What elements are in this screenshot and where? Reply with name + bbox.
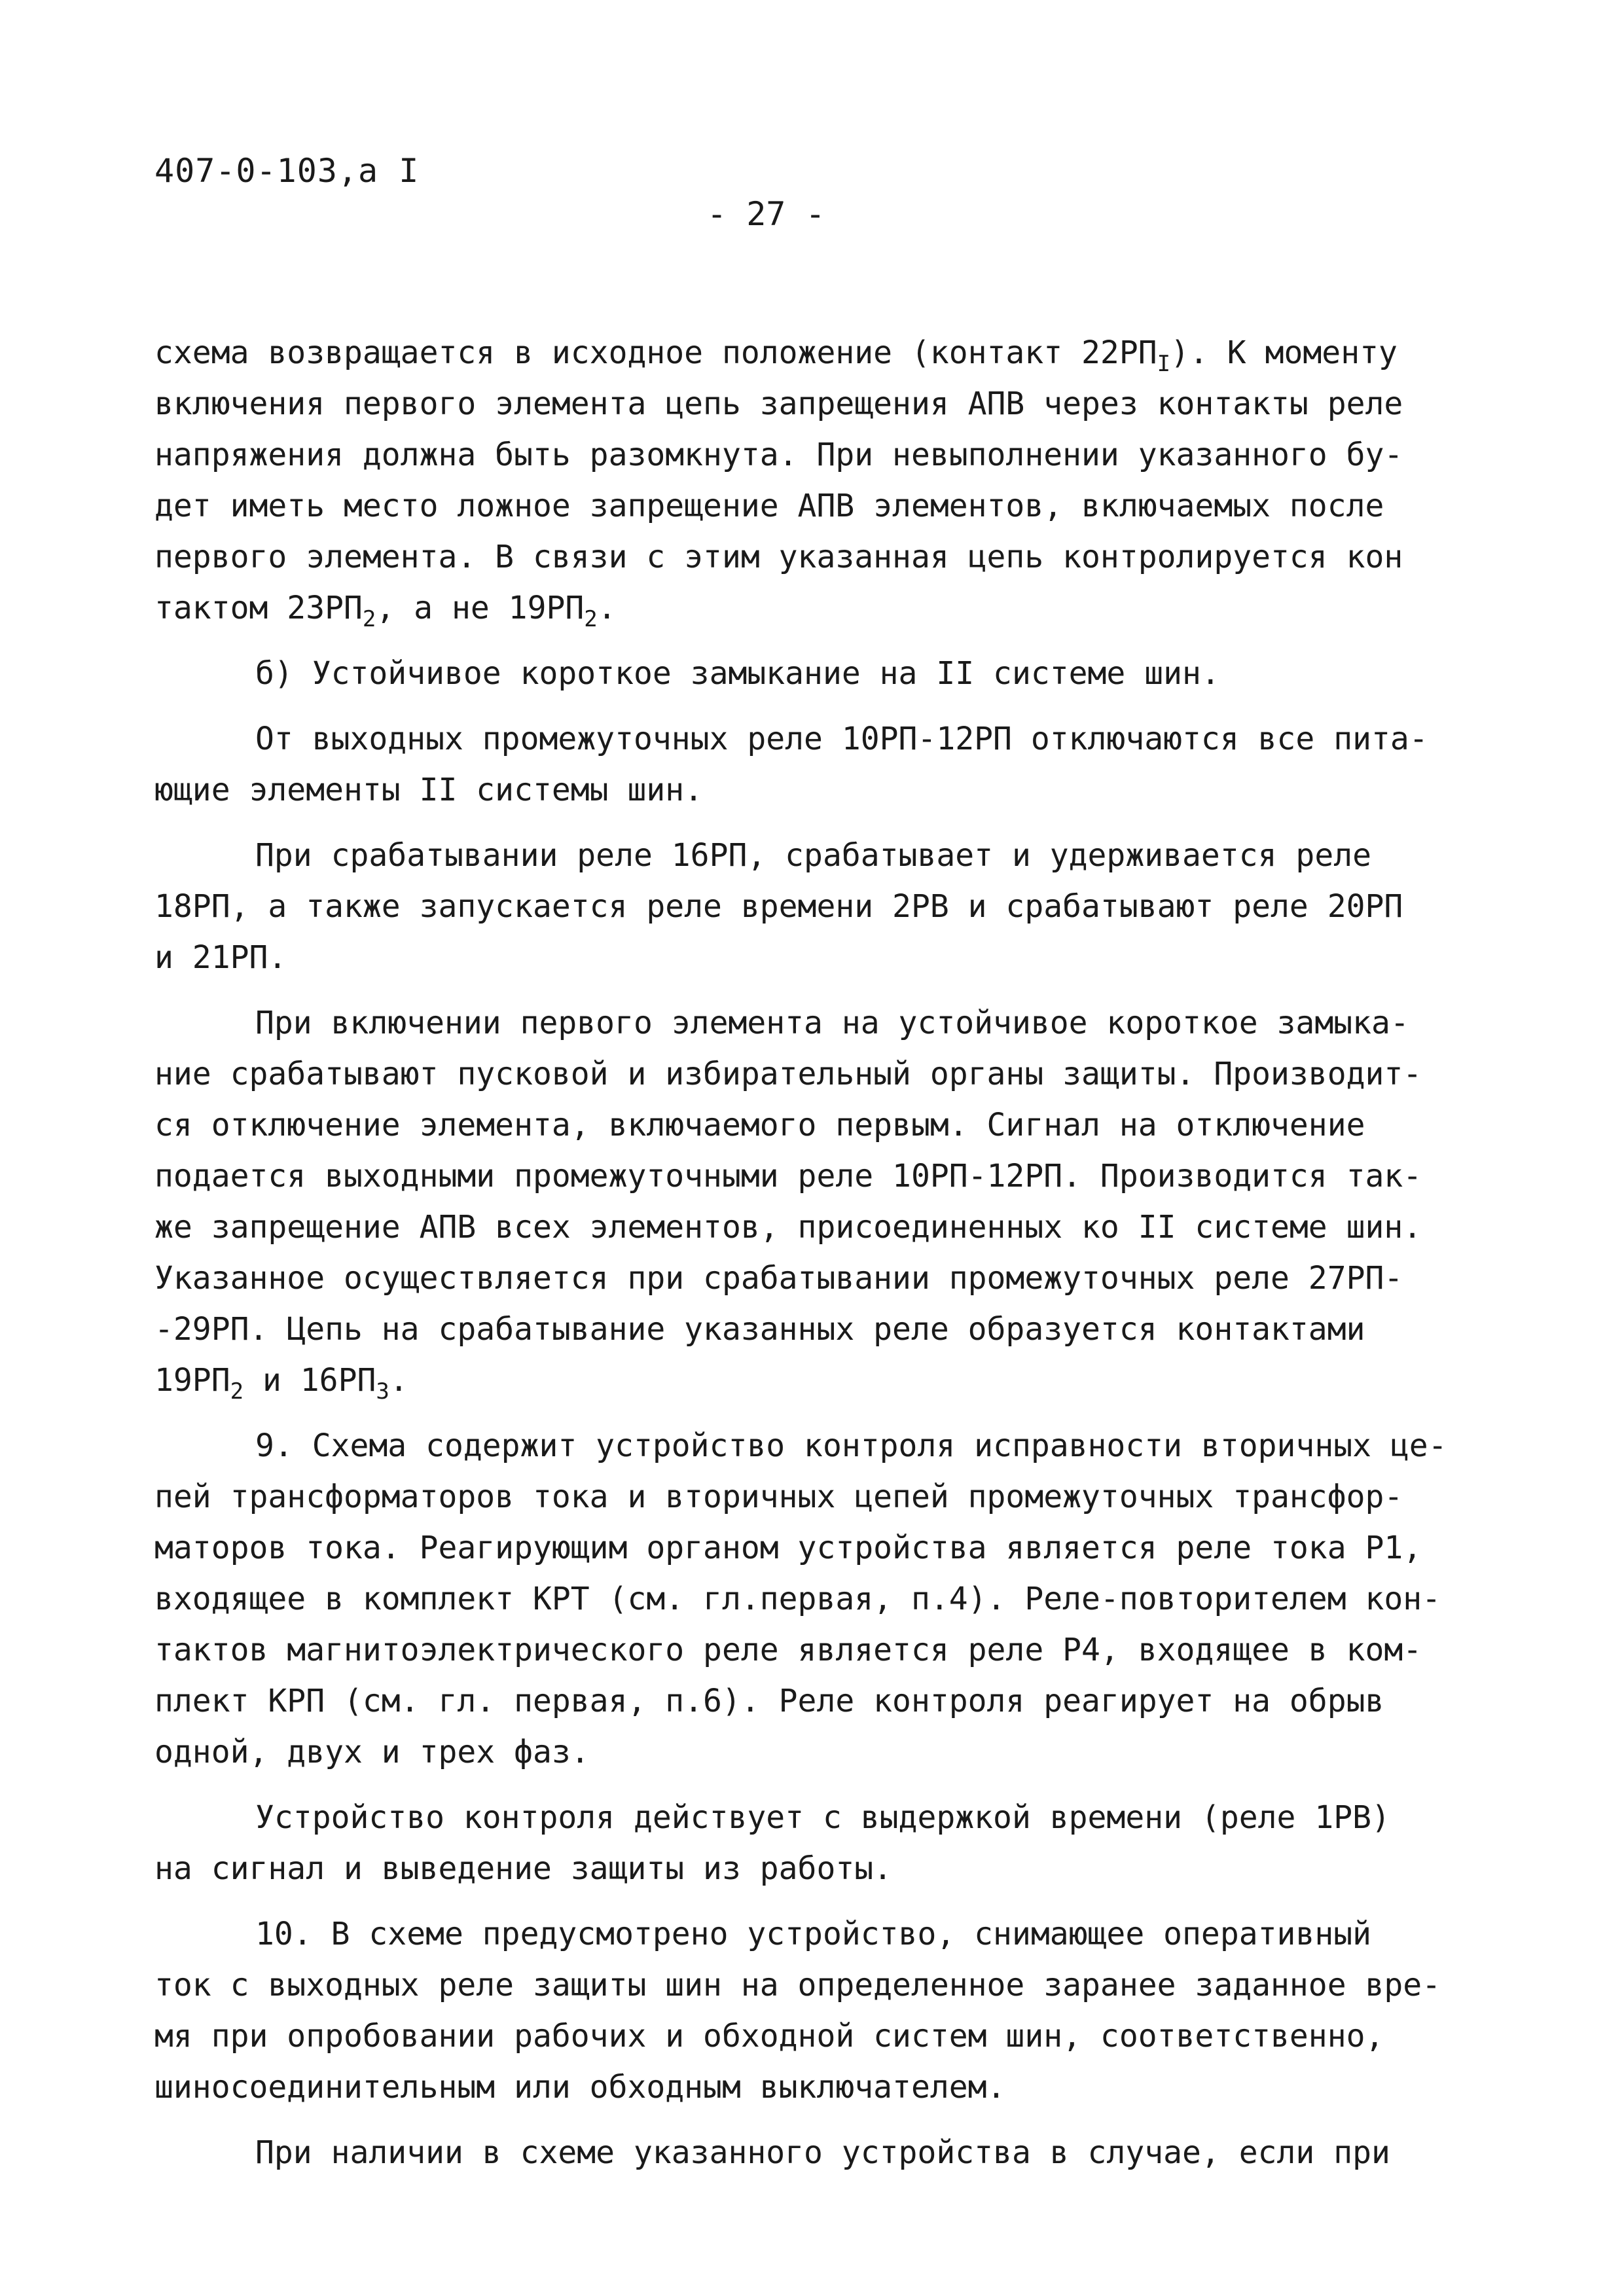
text-run: на сигнал и выведение защиты из работы. <box>154 1850 893 1887</box>
text-run: схема возвращается в исходное положение (контакт 22РП <box>154 334 1157 371</box>
text-line <box>154 888 1403 925</box>
page-number: - 27 - <box>707 195 825 233</box>
text-run: мя при опробовании рабочих и обходной систем шин, соответственно, <box>154 2018 1384 2054</box>
text-run: . <box>389 1362 408 1399</box>
subscript: I <box>1157 351 1171 377</box>
text-line <box>154 1209 1422 1246</box>
text-line <box>154 1532 1422 1564</box>
text-run: ток с выходных реле защиты шин на определенное заранее заданное вре- <box>154 1967 1441 2003</box>
text-run: включения первого элемента цепь запрещения АПВ через контакты реле <box>154 386 1403 422</box>
subscript: 2 <box>584 606 598 632</box>
text-line <box>154 2069 1006 2106</box>
text-run: , а не 19РП <box>376 590 585 626</box>
text-run: При срабатывании реле 16РП, срабатывает и удерживается реле <box>255 837 1372 874</box>
text-run: ние срабатывают пусковой и избирательный органы защиты. Производит- <box>154 1056 1422 1092</box>
subscript: 3 <box>376 1378 389 1405</box>
text-line <box>154 1850 893 1887</box>
text-run: ся отключение элемента, включаемого первым. Сигнал на отключение <box>154 1107 1365 1143</box>
text-run: входящее в комплект КРТ (см. гл.первая, п.4). Реле-повторителем кон- <box>154 1581 1441 1617</box>
text-line <box>255 655 1220 692</box>
text-line <box>154 1311 1365 1348</box>
text-line <box>154 1685 1384 1717</box>
text-run: и 21РП. <box>154 939 287 976</box>
text-run: же запрещение АПВ всех элементов, присоединенных ко II системе шин. <box>154 1209 1422 1246</box>
text-line <box>255 723 1428 755</box>
text-run: ющие элементы II системы шин. <box>154 772 704 808</box>
text-run: и 16РП <box>244 1362 376 1399</box>
text-line <box>154 590 617 632</box>
text-run: первого элемента. В связи с этим указанная цепь контролируется кон <box>154 539 1403 575</box>
text-line <box>255 1918 1371 1950</box>
text-line <box>154 1109 1365 1141</box>
text-run: дет иметь место ложное запрещение АПВ элементов, включаемых после <box>154 488 1384 524</box>
text-line <box>154 1362 408 1405</box>
text-line <box>255 1799 1390 1836</box>
text-line <box>255 1007 1409 1039</box>
text-run: подается выходными промежуточными реле 10РП-12РП. Производится так- <box>154 1158 1422 1194</box>
text-line <box>154 334 1398 377</box>
text-run: одной, двух и трех фаз. <box>154 1734 590 1770</box>
text-line <box>154 774 703 806</box>
text-run: От выходных промежуточных реле 10РП-12РП отключаются все пита- <box>255 721 1428 757</box>
subscript: 2 <box>230 1378 244 1405</box>
text-run: При включении первого элемента на устойчивое короткое замыка- <box>255 1005 1409 1041</box>
document-code: 407-0-103,а I <box>154 152 420 190</box>
text-run: плект КРП (см. гл. первая, п.6). Реле контроля реагирует на обрыв <box>154 1683 1384 1719</box>
text-line <box>154 1058 1422 1090</box>
text-line <box>154 439 1403 471</box>
text-line <box>154 490 1384 522</box>
text-line <box>154 1583 1441 1615</box>
text-run: 9. Схема содержит устройство контроля исправности вторичных це- <box>255 1427 1447 1464</box>
text-run: тактом 23РП <box>154 590 363 626</box>
text-run: 10. В схеме предусмотрено устройство, снимающее оперативный <box>255 1916 1372 1952</box>
text-run: тактов магнитоэлектрического реле является реле Р4, входящее в ком- <box>154 1632 1422 1668</box>
text-run: -29РП. Цепь на срабатывание указанных реле образуется контактами <box>154 1311 1365 1348</box>
text-run: шиносоединительным или обходным выключателем. <box>154 2069 1006 2106</box>
text-run: 18РП, а также запускается реле времени 2РВ и срабатывают реле 20РП <box>154 888 1403 925</box>
text-line <box>255 1427 1447 1464</box>
text-run: При наличии в схеме указанного устройства в случае, если при <box>255 2134 1390 2171</box>
text-run: Указанное осуществляется при срабатывании промежуточных реле 27РП- <box>154 1260 1403 1297</box>
text-line <box>255 2134 1390 2171</box>
text-line <box>154 1969 1441 2001</box>
text-run: 19РП <box>154 1362 230 1399</box>
text-line <box>154 541 1403 573</box>
text-line <box>154 1481 1403 1513</box>
text-line <box>154 939 287 976</box>
text-run: пей трансформаторов тока и вторичных цепей промежуточных трансфор- <box>154 1479 1403 1515</box>
text-run: ). К моменту <box>1170 334 1398 371</box>
text-line <box>154 1736 590 1768</box>
text-line <box>154 388 1403 420</box>
text-run: маторов тока. Реагирующим органом устройства является реле тока Р1, <box>154 1530 1422 1566</box>
text-run: Устройство контроля действует с выдержкой времени (реле 1РВ) <box>255 1799 1390 1836</box>
text-run: напряжения должна быть разомкнута. При невыполнении указанного бу- <box>154 437 1403 473</box>
text-line <box>154 1260 1403 1297</box>
text-line <box>154 1160 1422 1192</box>
text-run: . <box>597 590 617 626</box>
text-line <box>255 837 1372 874</box>
subscript: 2 <box>362 606 376 632</box>
text-run: б) Устойчивое короткое замыкание на II системе шин. <box>255 655 1220 692</box>
text-line <box>154 1634 1422 1666</box>
text-line <box>154 2020 1384 2052</box>
